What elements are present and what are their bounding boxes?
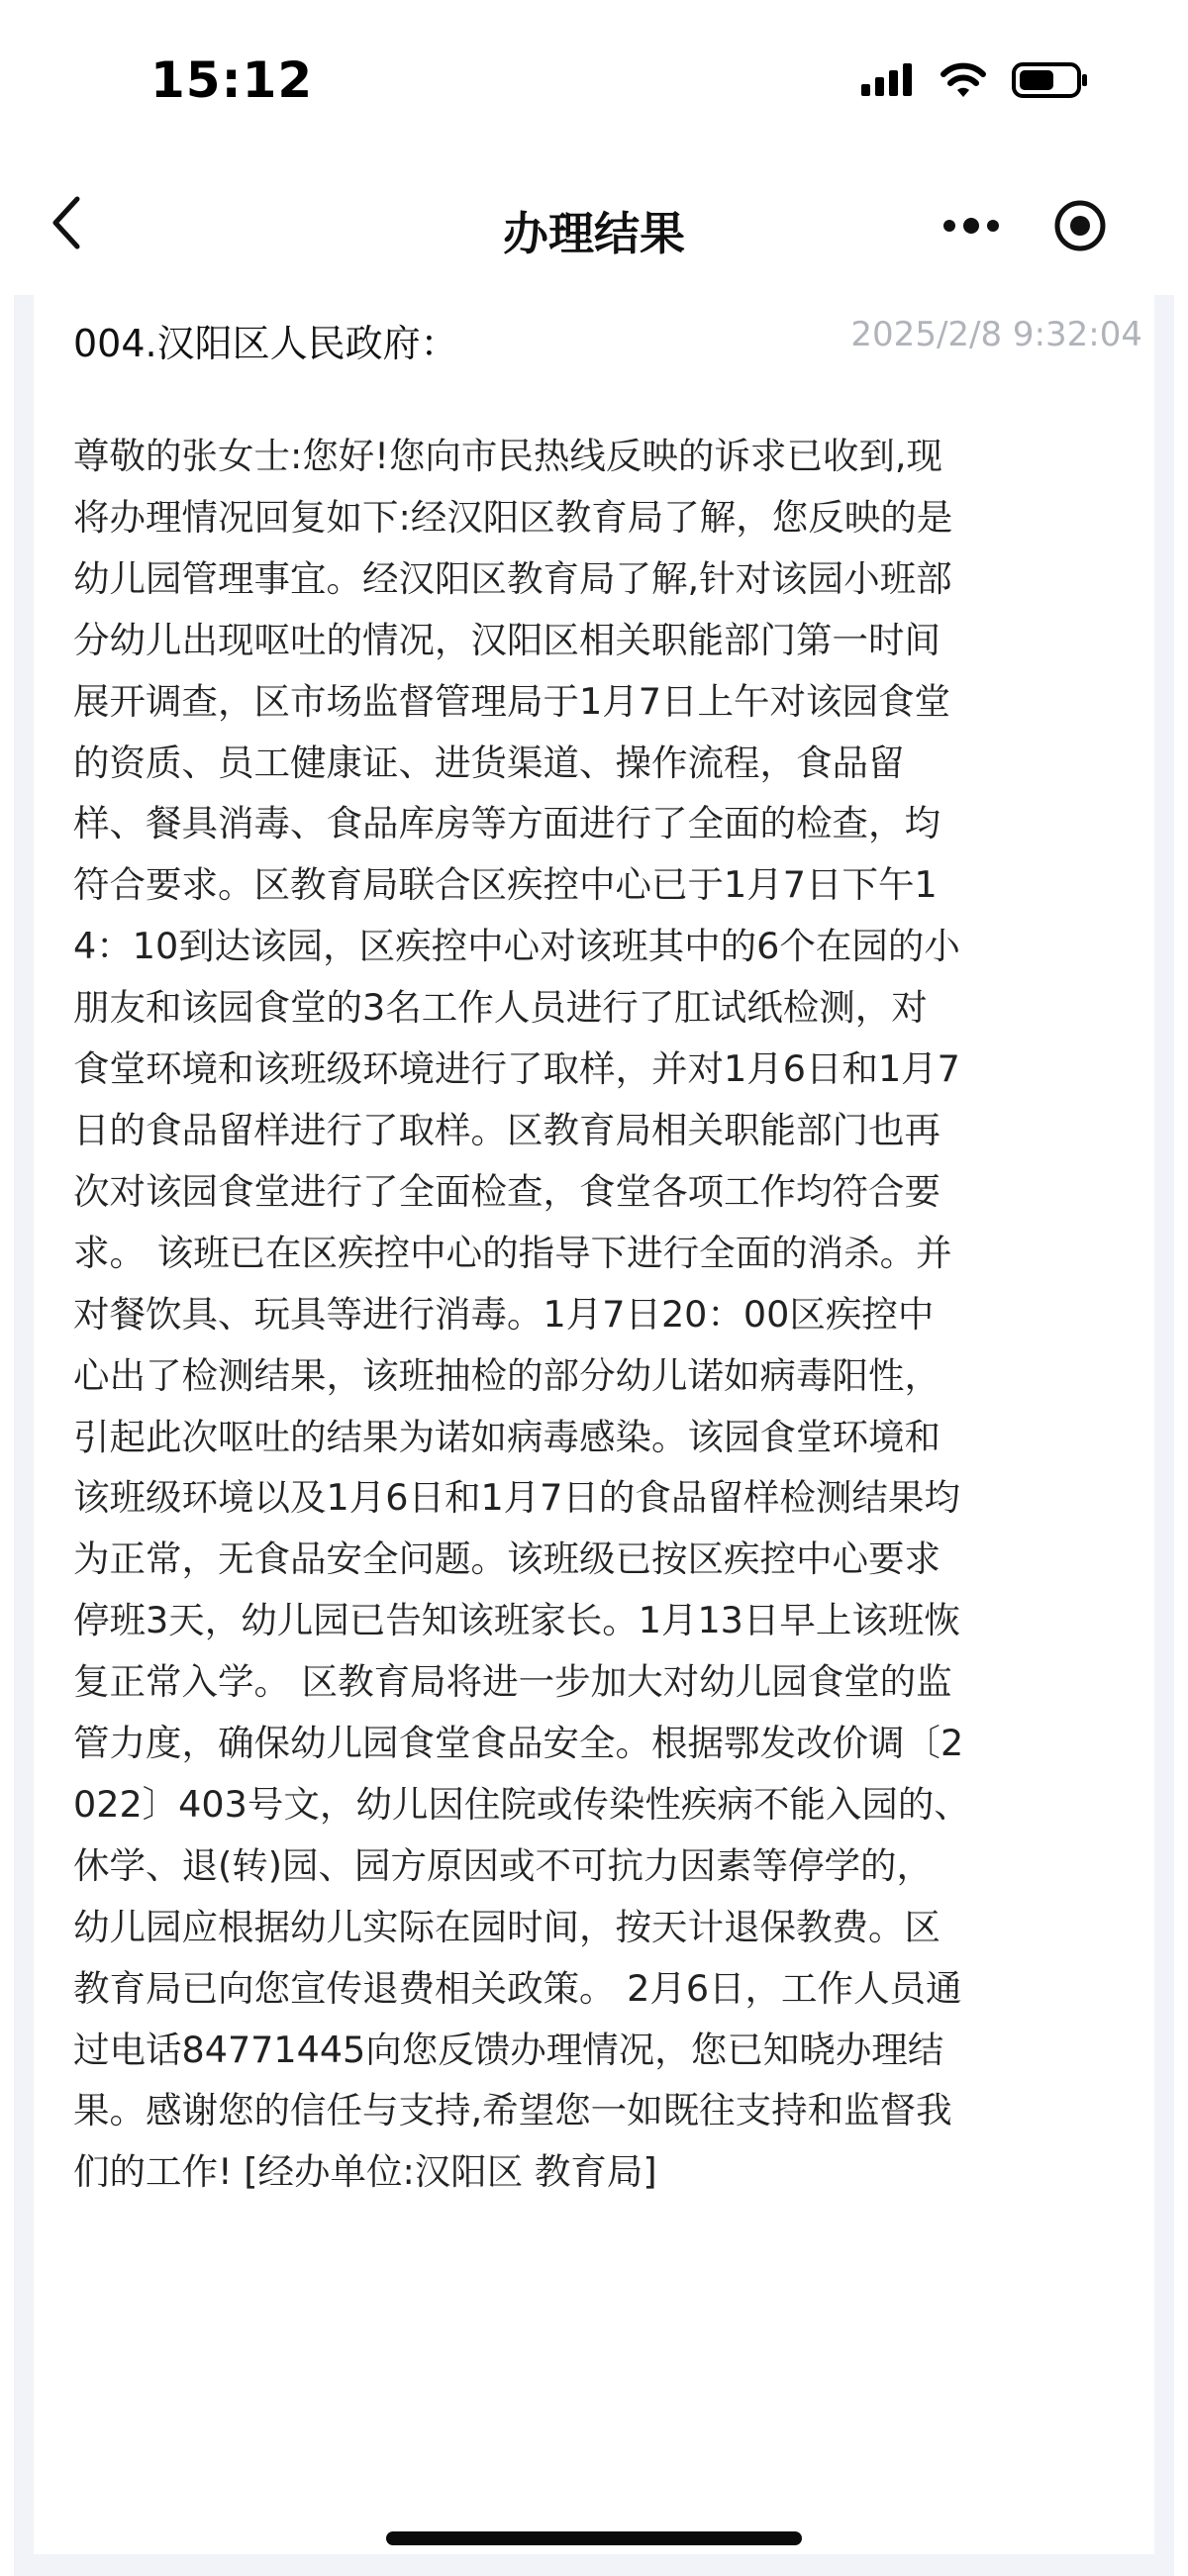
reply-text: 尊敬的张女士:您好!您向市民热线反映的诉求已收到,现 将办理情况回复如下:经汉阳区教育局了解，您反映的是 幼儿园管理事宜。经汉阳区教育局了解,针对该园小班部 分幼儿出现呕吐的情况，汉阳区相关职能部门第一时间 展开调查，区市场监督管理局于1月7日上午对该园食堂 的资质、员工健康证、进货渠道、操作流程，食品留 样、餐具消毒、食品库房等方面进行了全面的检查，均 符合要求。区教育局联合区疾控中心已于1月7日下午1 4：10到达该园，区疾控中心对该班其中的6个在园的小 朋友和该园食堂的3名工作人员进行了肛试纸检测，对 食堂环境和该班级环境进行了取样，并对1月6日和1月7 日的食品留样进行了取样。区教育局相关职能部门也再 次对该园食堂进行了全面检查，食堂各项工作均符合要 求。 该班已在区疾控中心的指导下进行全面的消杀。并 对餐饮具、玩具等进行消毒。1月7日20：00区疾控中 心出了检测结果，该班抽检的部分幼儿诺如病毒阳性， 引起此次呕吐的结果为诺如病毒感染。该园食堂环境和 该班级环境以及1月6日和1月7日的食品留样检测结果均 为正常，无食品安全问题。该班级已按区疾控中心要求 停班3天，幼儿园已告知该班家长。1月13日早上该班恢 复正常入学。 区教育局将进一步加大对幼儿园食堂的监 管力度，确保幼儿园食堂食品安全。根据鄂发改价调〔2 022〕403号文，幼儿因住院或传染性疾病不能入园的、 休学、退(转)园、园方原因或不可抗力因素等停学的， 幼儿园应根据幼儿实际在园时间，按天计退保教费。区 教育局已向您宣传退费相关政策。 2月6日，工作人员通 过电话84771445向您反馈办理情况，您已知晓办理结 果。感谢您的信任与支持,希望您一如既往支持和监督我 们的工作! [经办单位:汉阳区 教育局] <box>73 435 970 2194</box>
close-mini-program-button[interactable] <box>1026 188 1135 263</box>
battery-icon <box>1012 61 1089 99</box>
status-bar <box>0 0 1188 149</box>
content-frame <box>14 295 1174 2576</box>
wifi-icon <box>939 61 988 99</box>
more-dots-icon <box>941 216 1001 236</box>
target-circle-icon <box>1052 198 1108 253</box>
status-time: 15:12 <box>150 51 314 109</box>
status-icons <box>859 61 1089 99</box>
nav-bar <box>0 149 1188 297</box>
record-header <box>73 305 1142 374</box>
home-indicator[interactable] <box>386 2531 802 2545</box>
cellular-signal-icon <box>859 62 915 98</box>
more-button[interactable] <box>917 188 1026 263</box>
page-title: 办理结果 <box>503 207 685 260</box>
result-card <box>34 295 1154 2554</box>
mini-program-capsule <box>917 188 1137 263</box>
department-name: 004.汉阳区人民政府： <box>73 322 458 365</box>
reply-timestamp: 2025/2/8 9:32:04 <box>850 315 1142 354</box>
